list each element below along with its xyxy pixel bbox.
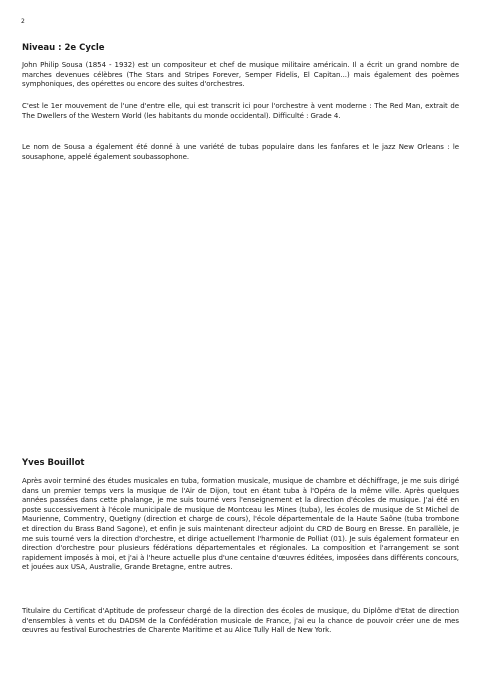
author-heading: Yves Bouillot (22, 458, 85, 468)
author-diplomas-paragraph: Titulaire du Certificat d'Aptitude de professeur chargé de la direction des écoles de musique, du Diplôme d'Etat de direction d'ensembles à vents et du DADSM de la Confédération musicale de France, j'ai eu la chance de pouvoir créer une de mes œuvres au festival Eurochestries de Charente Maritime et au Alice Tully Hall de New York. (22, 607, 459, 635)
author-bio-paragraph: Après avoir terminé des études musicales en tuba, formation musicale, musique de chambre et déchiffrage, je me suis dirigé dans un premier temps vers la musique de l'Air de Dijon, tout en étant tuba à l'Opéra de la même ville. Après quelques années passées dans cette phalange, je me suis tourné vers l'enseignement et la direction d'écoles de musique. J'ai été en poste successivement à l'école municipale de musique de Montceau les Mines (tuba), les écoles de musique de St Michel de Maurienne, Commentry, Quetigny (direction et charge de cours), l'école départementale de la Haute Saône (tuba trombone et direction du Brass Band Sagone), et enfin je suis maintenant directeur adjoint du CRD de Bourg en Bresse. En parallèle, je me suis tourné vers la direction d'orchestre, et dirige actuellement l'harmonie de Polliat (01). Je suis également formateur en direction d'orchestre pour plusieurs fédérations départementales et régionales. La composition et l'arrangement se sont rapidement imposés à moi, et j'ai à l'heure actuelle plus d'une centaine d'œuvres éditées, imposées dans différents concours, et jouées aux USA, Australie, Grande Bretagne, entre autres. (22, 477, 459, 572)
work-description-paragraph: C'est le 1er mouvement de l'une d'entre elle, qui est transcrit ici pour l'orchestre à vent moderne : The Red Man, extrait de The Dwellers of the Western World (les habitants du monde occidental). Difficulté : Grade 4. (22, 102, 459, 120)
level-heading: Niveau : 2e Cycle (22, 43, 105, 53)
sousa-bio-paragraph: John Philip Sousa (1854 - 1932) est un compositeur et chef de musique militaire américain. Il a écrit un grand nombre de marches devenues célèbres (The Stars and Stripes Forever, Semper Fidelis, El Capitan...) mais également des poèmes symphoniques, des opérettes ou encore des suites d'orchestres. (22, 61, 459, 89)
page-number: 2 (21, 18, 25, 25)
sousaphone-paragraph: Le nom de Sousa a également été donné à une variété de tubas populaire dans les fanfares et le jazz New Orleans : le sousaphone, appelé également soubassophone. (22, 143, 459, 161)
